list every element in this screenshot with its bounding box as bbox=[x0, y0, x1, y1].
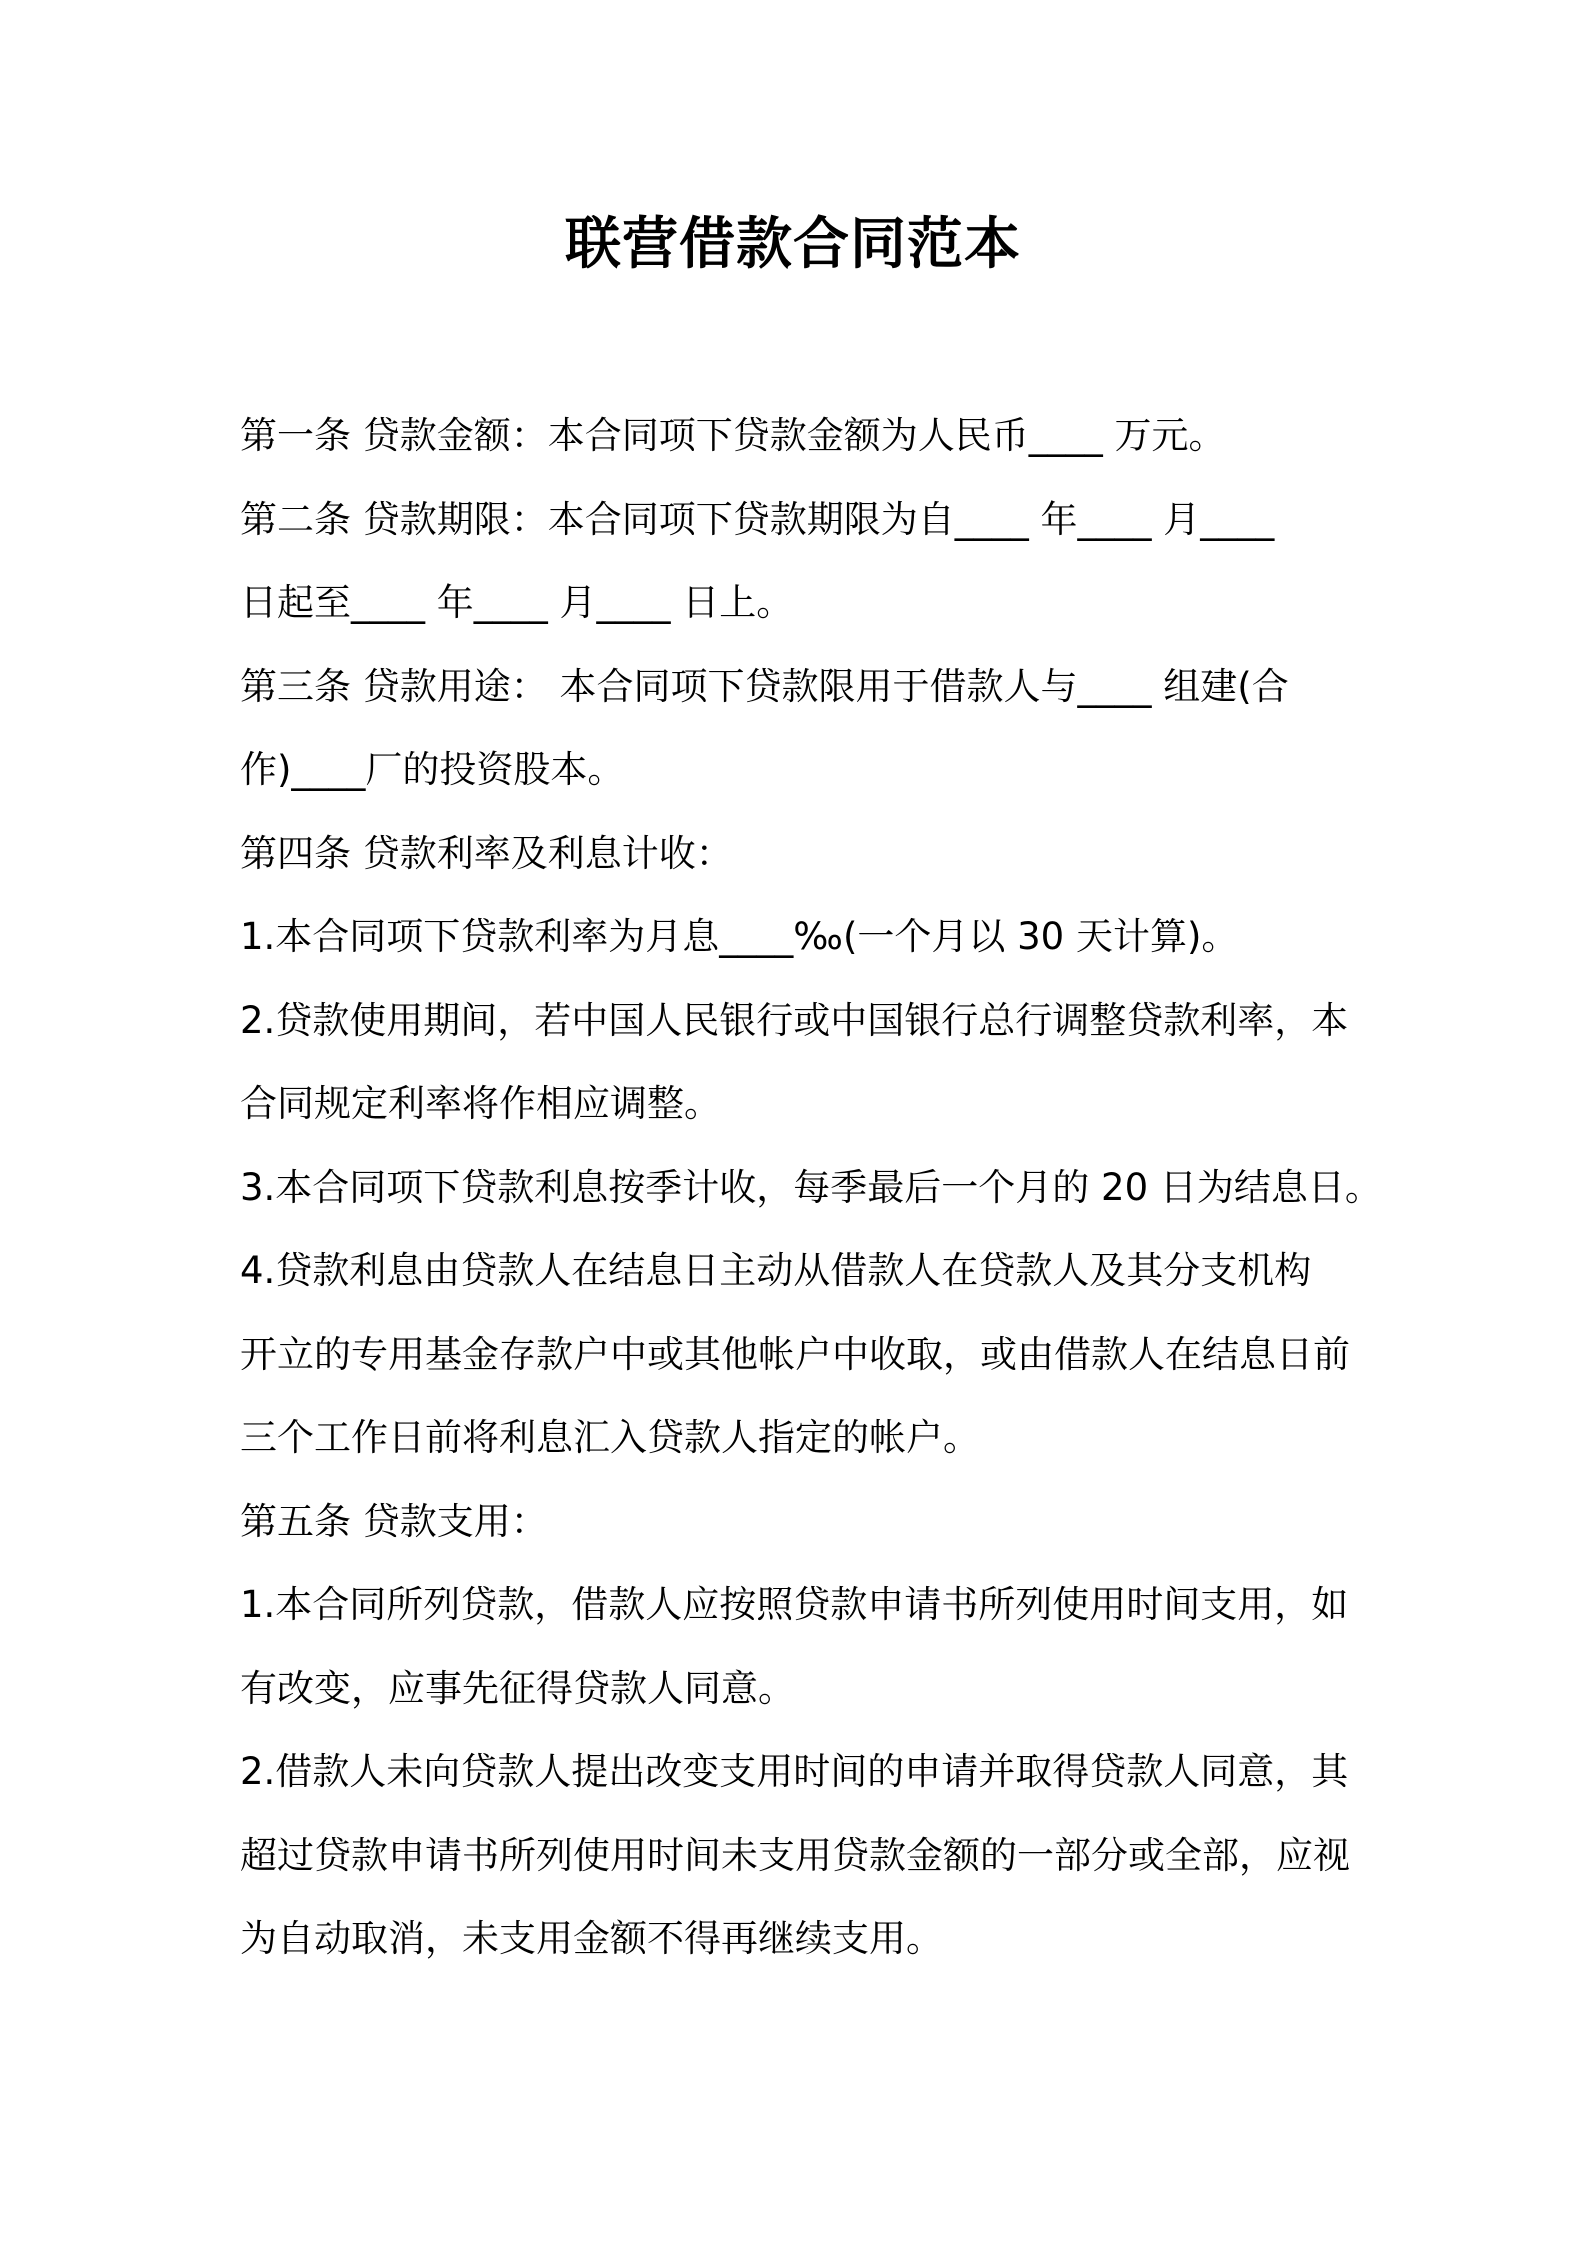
text-line: 第三条 贷款用途： 本合同项下贷款限用于借款人与____ 组建(合 bbox=[240, 664, 1289, 708]
text-line: 第二条 贷款期限：本合同项下贷款期限为自____ 年____ 月____ bbox=[240, 497, 1275, 541]
text-line: 有改变，应事先征得贷款人同意。 bbox=[240, 1666, 795, 1710]
text-line: 开立的专用基金存款户中或其他帐户中收取，或由借款人在结息日前 bbox=[240, 1332, 1350, 1376]
document-title: 联营借款合同范本 bbox=[565, 212, 1021, 277]
text-line: 第一条 贷款金额：本合同项下贷款金额为人民币____ 万元。 bbox=[240, 414, 1226, 457]
text-line: 1.本合同项下贷款利率为月息____‰(一个月以 30 天计算)。 bbox=[240, 915, 1239, 958]
text-line: 合同规定利率将作相应调整。 bbox=[240, 1082, 721, 1125]
text-line: 1.本合同所列贷款，借款人应按照贷款申请书所列使用时间支用，如 bbox=[240, 1583, 1349, 1626]
text-line: 第四条 贷款利率及利息计收： bbox=[240, 831, 733, 875]
text-line: 日起至____ 年____ 月____ 日上。 bbox=[240, 581, 794, 624]
text-line: 三个工作日前将利息汇入贷款人指定的帐户。 bbox=[240, 1416, 980, 1459]
text-line: 超过贷款申请书所列使用时间未支用贷款金额的一部分或全部，应视 bbox=[240, 1833, 1350, 1877]
document-body bbox=[240, 394, 1382, 1981]
text-line: 第五条 贷款支用： bbox=[240, 1499, 548, 1543]
text-line: 为自动取消，未支用金额不得再继续支用。 bbox=[240, 1917, 943, 1960]
text-line: 2.贷款使用期间，若中国人民银行或中国银行总行调整贷款利率，本 bbox=[240, 998, 1349, 1042]
text-line: 2.借款人未向贷款人提出改变支用时间的申请并取得贷款人同意，其 bbox=[240, 1750, 1349, 1793]
text-line: 3.本合同项下贷款利息按季计收，每季最后一个月的 20 日为结息日。 bbox=[240, 1165, 1382, 1209]
text-line: 作)____厂的投资股本。 bbox=[240, 748, 625, 791]
text-line: 4.贷款利息由贷款人在结息日主动从借款人在贷款人及其分支机构 bbox=[240, 1249, 1312, 1292]
